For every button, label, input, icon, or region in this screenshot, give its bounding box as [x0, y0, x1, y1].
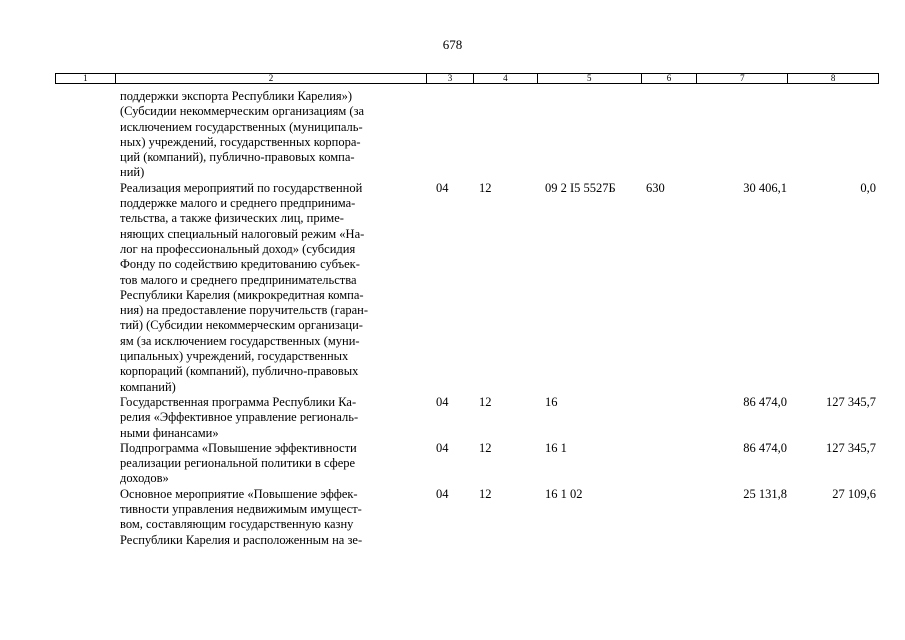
description-line: (Субсидии некоммерческим организациям (за: [120, 104, 365, 119]
section-code: [427, 89, 474, 181]
description-line: релия «Эффективное управление региональ-: [120, 410, 359, 425]
expense-type: [642, 441, 698, 487]
description-line: тий) (Субсидии некоммерческим организаци-: [120, 318, 363, 333]
target-article: 09 2 I5 5527Б: [545, 180, 616, 195]
description-line: доходов»: [120, 471, 169, 486]
description-line: исключением государственных (муниципаль-: [120, 119, 363, 134]
description-line: ям (за исключением государственных (муни-: [120, 333, 360, 348]
section-code: 04: [436, 486, 449, 501]
table-header-row: [55, 73, 879, 84]
row-empty-cell: [55, 89, 115, 181]
section-code: 04: [436, 180, 449, 195]
table-body: [55, 89, 879, 548]
amount-year-1: 86 474,0: [743, 394, 787, 409]
description-line: тивности управления недвижимым имущест-: [120, 502, 362, 517]
column-header-3: 3: [427, 74, 474, 83]
amount-year-2: 0,0: [860, 180, 876, 195]
description-line: Реализация мероприятий по государственной: [120, 180, 363, 195]
amount-year-1: 86 474,0: [743, 440, 787, 455]
expense-type: [642, 89, 698, 181]
row-description: [115, 181, 427, 395]
row-empty-cell: [55, 395, 115, 441]
section-code: 04: [436, 440, 449, 455]
description-line: корпораций (компаний), публично-правовых: [120, 364, 359, 379]
description-line: поддержке малого и среднего предпринима-: [120, 196, 356, 211]
description-line: поддержки экспорта Республики Карелия»): [120, 89, 353, 103]
description-line: Республики Карелия и расположенным на зе-: [120, 532, 363, 547]
column-header-4: 4: [474, 74, 538, 83]
page-number: 678: [442, 37, 463, 52]
amount-year-2: 127 345,7: [826, 440, 876, 455]
column-header-5: 5: [538, 74, 642, 83]
amount-year-2: 127 345,7: [826, 394, 876, 409]
table-row: [55, 181, 879, 395]
target-article: 16: [545, 394, 558, 409]
description-line: ний): [120, 165, 145, 180]
table-row: [55, 395, 879, 441]
description-line: ных) учреждений, государственных корпора-: [120, 134, 361, 149]
row-empty-cell: [55, 181, 115, 395]
description-line: Фонду по содействию кредитованию субъек-: [120, 257, 360, 272]
description-line: компаний): [120, 379, 176, 394]
section-code: 04: [436, 394, 449, 409]
target-article: 16 1 02: [545, 486, 583, 501]
description-line: ципальных) учреждений, государственных: [120, 349, 349, 364]
expense-type: [642, 487, 698, 548]
amount-year-1: [698, 89, 789, 181]
column-header-1: 1: [56, 74, 116, 83]
description-line: тов малого и среднего предпринимательства: [120, 272, 357, 287]
subsection-code: 12: [479, 440, 492, 455]
row-empty-cell: [55, 487, 115, 548]
expense-type: 630: [646, 180, 665, 195]
description-line: няющих специальный налоговый режим «На-: [120, 226, 365, 241]
description-line: вом, составляющим государственную казну: [120, 517, 354, 532]
row-empty-cell: [55, 441, 115, 487]
row-description: [115, 487, 427, 548]
target-article: 16 1: [545, 440, 567, 455]
column-header-8: 8: [830, 74, 836, 83]
description-line: Республики Карелия (микрокредитная компа-: [120, 287, 364, 302]
table-row: [55, 487, 879, 548]
description-line: Основное мероприятие «Повышение эффек-: [120, 486, 358, 501]
amount-year-2: 27 109,6: [832, 486, 876, 501]
subsection-code: 12: [479, 180, 492, 195]
description-line: ными финансами»: [120, 425, 219, 440]
subsection-code: 12: [479, 486, 492, 501]
description-line: ций (компаний), публично-правовых компа-: [120, 150, 355, 165]
description-line: ния) на предоставление поручительств (гаран-: [120, 303, 369, 318]
description-line: реализации региональной политики в сфере: [120, 456, 356, 471]
column-header-7: 7: [697, 74, 788, 83]
expense-type: [642, 395, 698, 441]
amount-year-1: 30 406,1: [743, 180, 787, 195]
description-line: Государственная программа Республики Ка-: [120, 394, 357, 409]
description-line: лог на профессиональный доход» (субсидия: [120, 241, 356, 256]
subsection-code: [474, 89, 538, 181]
amount-year-2: [789, 89, 879, 181]
amount-year-1: 25 131,8: [743, 486, 787, 501]
description-line: Подпрограмма «Повышение эффективности: [120, 440, 357, 455]
column-header-2: 2: [116, 74, 427, 83]
target-article: [538, 89, 642, 181]
row-description: [115, 395, 427, 441]
description-line: тельства, а также физических лиц, приме-: [120, 211, 344, 226]
subsection-code: 12: [479, 394, 492, 409]
table-row: [55, 89, 879, 181]
row-description: [115, 89, 427, 181]
column-header-6: 6: [642, 74, 698, 83]
row-description: [115, 441, 427, 487]
table-row: [55, 441, 879, 487]
